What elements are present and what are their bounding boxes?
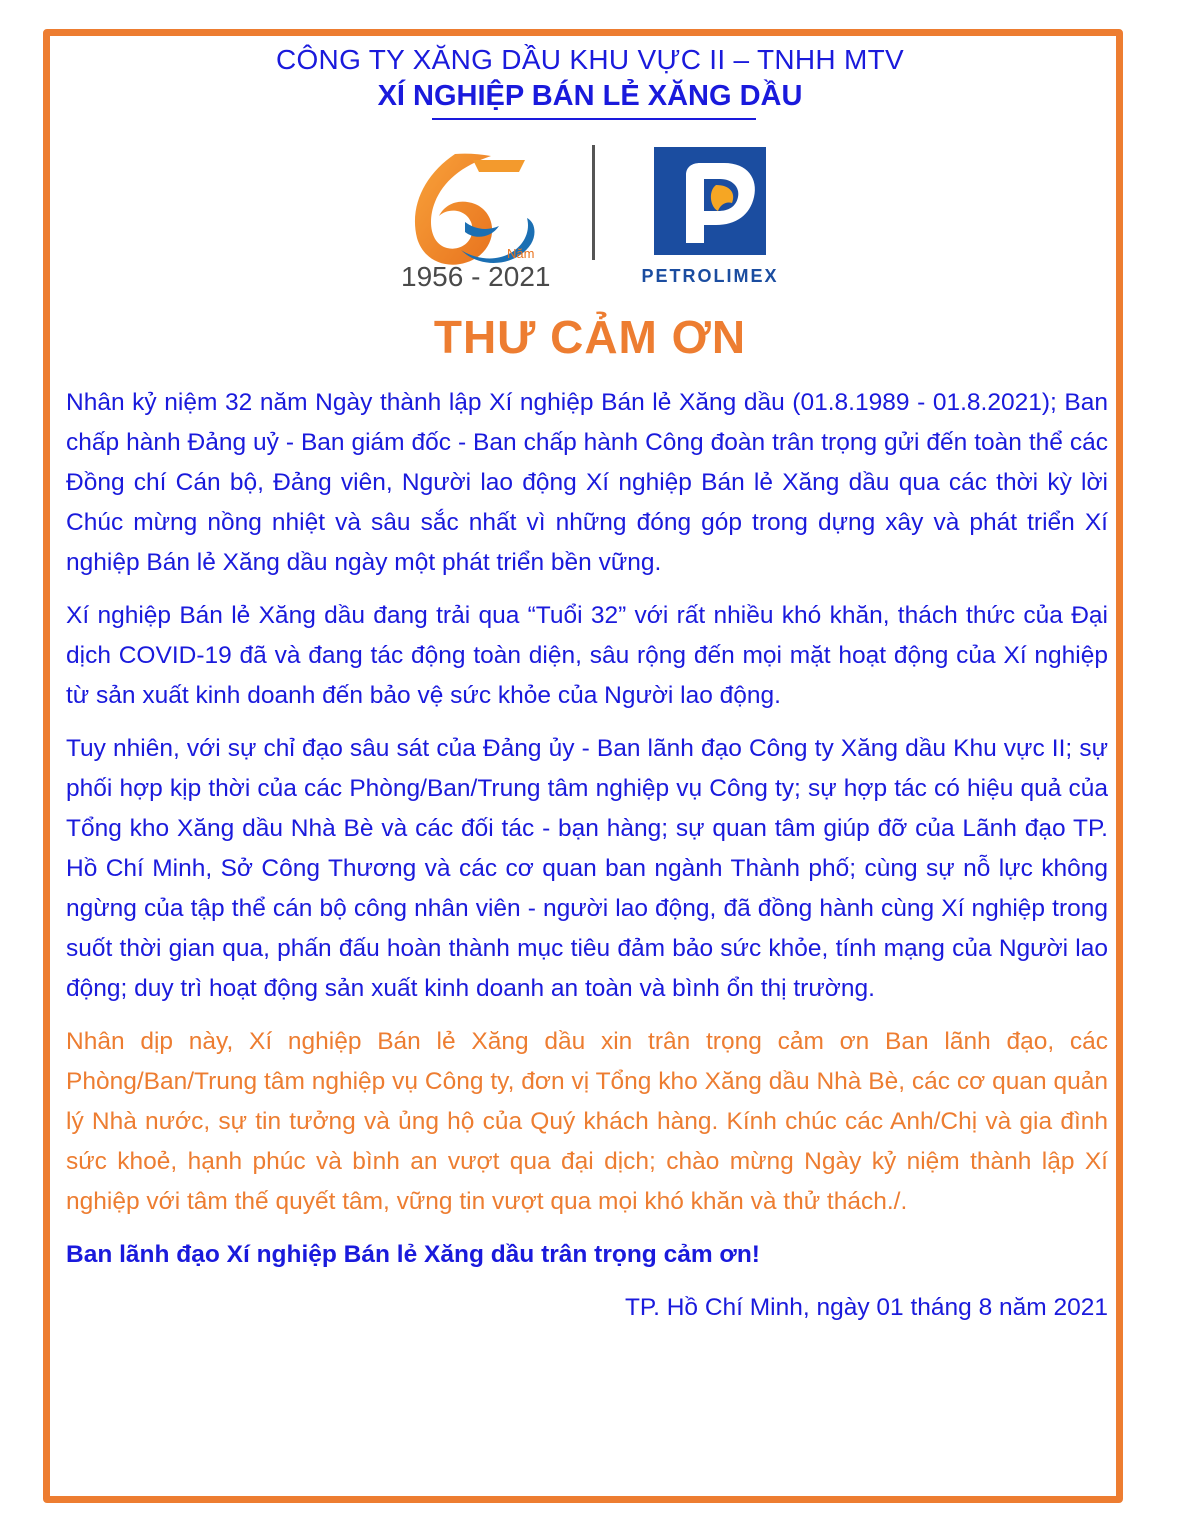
anniversary-65-logo (395, 146, 575, 294)
letter-body (66, 383, 1108, 1341)
unit-name: XÍ NGHIỆP BÁN LẺ XĂNG DẦU (377, 80, 803, 112)
paragraph-3: Tuy nhiên, với sự chỉ đạo sâu sát của Đảng ủy - Ban lãnh đạo Công ty Xăng dầu Khu vực II; sự phối hợp kịp thời của các Phòng/Ban/Trung tâm nghiệp vụ Công ty; sự hợp tác có hiệu quả của Tổng kho Xăng dầu Nhà Bè và các đối tác - bạn hàng; sự quan tâm giúp đỡ của Lãnh đạo TP. Hồ Chí Minh, Sở Công Thương và các cơ quan ban ngành Thành phố; cùng sự nỗ lực không ngừng của tập thể cán bộ công nhân viên - người lao động, đã đồng hành cùng Xí nghiệp trong suốt thời gian qua, phấn đấu hoàn thành mục tiêu đảm bảo sức khỏe, tính mạng của Người lao động; duy trì hoạt động sản xuất kinh doanh an toàn và bình ổn thị trường. (66, 735, 1108, 1002)
anniversary-word: Năm (507, 246, 535, 261)
paragraph-4: Nhân dịp này, Xí nghiệp Bán lẻ Xăng dầu xin trân trọng cảm ơn Ban lãnh đạo, các Phòng/Ban/Trung tâm nghiệp vụ Công ty, đơn vị Tổng kho Xăng dầu Nhà Bè, các cơ quan quản lý Nhà nước, sự tin tưởng và ủng hộ của Quý khách hàng. Kính chúc các Anh/Chị và gia đình sức khoẻ, hạnh phúc và bình an vượt qua đại dịch; chào mừng Ngày kỷ niệm thành lập Xí nghiệp với tâm thế quyết tâm, vững tin vượt qua mọi khó khăn và thử thách./. (66, 1028, 1108, 1215)
brand-name: PETROLIMEX (641, 266, 779, 286)
anniversary-years: 1956 - 2021 (401, 261, 551, 292)
letter-title: THƯ CẢM ƠN (433, 311, 747, 363)
five-top-bar (473, 160, 525, 172)
date-line: TP. Hồ Chí Minh, ngày 01 tháng 8 năm 2021 (624, 1294, 1108, 1321)
paragraph-2: Xí nghiệp Bán lẻ Xăng dầu đang trải qua “Tuổi 32” với rất nhiều khó khăn, thách thức của Đại dịch COVID-19 đã và đang tác động toàn diện, sâu rộng đến mọi mặt hoạt động của Xí nghiệp từ sản xuất kinh doanh đến bảo vệ sức khỏe của Người lao động. (66, 602, 1108, 709)
header-underline (432, 118, 756, 120)
petrolimex-logo (620, 145, 800, 293)
company-name: CÔNG TY XĂNG DẦU KHU VỰC II – TNHH MTV (275, 44, 905, 75)
paragraph-1: Nhân kỷ niệm 32 năm Ngày thành lập Xí nghiệp Bán lẻ Xăng dầu (01.8.1989 - 01.8.2021); Ban chấp hành Đảng uỷ - Ban giám đốc - Ban chấp hành Công đoàn trân trọng gửi đến toàn thể các Đồng chí Cán bộ, Đảng viên, Người lao động Xí nghiệp Bán lẻ Xăng dầu qua các thời kỳ lời Chúc mừng nồng nhiệt và sâu sắc nhất vì những đóng góp trong dựng xây và phát triển Xí nghiệp Bán lẻ Xăng dầu ngày một phát triển bền vững. (66, 389, 1108, 576)
logo-divider (592, 145, 595, 260)
closing-line: Ban lãnh đạo Xí nghiệp Bán lẻ Xăng dầu trân trọng cảm ơn! (66, 1241, 760, 1268)
